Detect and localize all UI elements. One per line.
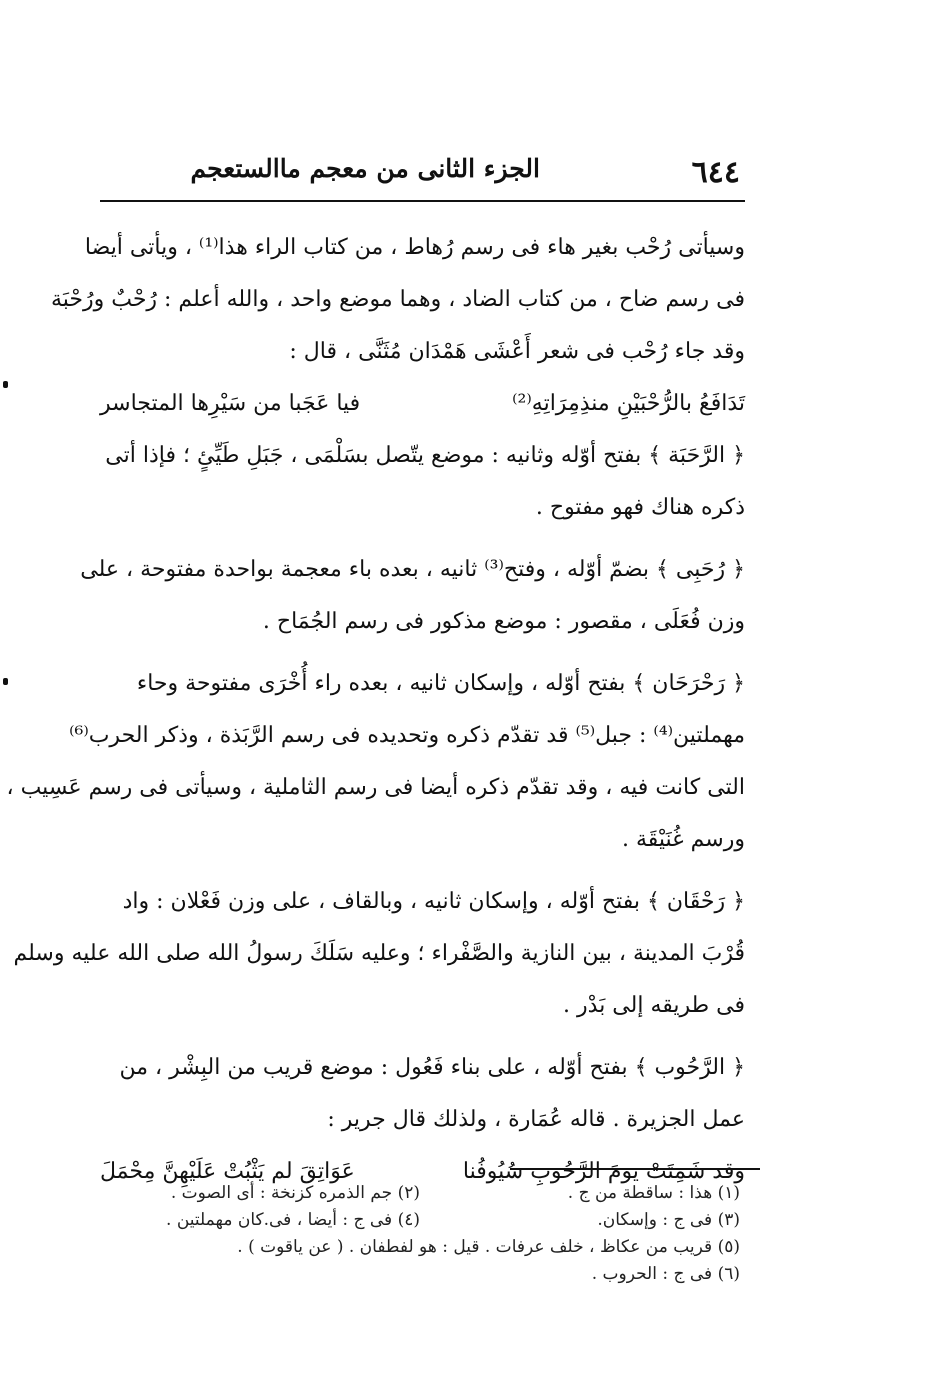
margin-mark [3, 678, 8, 685]
entry-line: عمل الجزيرة . قاله عُمَارة ، ولذلك قال جرير : [327, 1107, 745, 1132]
footnote: (٣) فى ج : وإسكان. [597, 1210, 740, 1230]
dictionary-entry [100, 1042, 745, 1146]
verse-second-hemistich: فيا عَجَبا من سَيْرِها المتجاسر [100, 391, 361, 416]
page-number: ٦٤٤ [691, 154, 740, 190]
footnote: (١) هذا : ساقطة من ج . [567, 1183, 740, 1203]
entry-line: فى طريقه إلى بَدْر . [563, 993, 745, 1018]
text-line: فى رسم ضاح ، من كتاب الضاد ، وهما موضع واحد ، والله أعلم : رُحْبٌ ورُحْبَة [50, 287, 745, 312]
footnotes [100, 1180, 740, 1288]
entry-line: قُرْبَ المدينة ، بين النازية والصَّفْراء ؛ وعليه سَلَكَ رسولُ الله صلى الله عليه وسلم [13, 941, 745, 966]
entry-line: ﴿ رَحْرَحَان ﴾ بفتح أوّله ، وإسكان ثانيه ، بعده راء أُخْرَى مفتوحة وحاء [136, 671, 745, 696]
verse-line [100, 378, 745, 430]
entry-line: ورسم غُنَيْقَة . [621, 827, 745, 852]
main-text [6, 222, 745, 1198]
verse-first-hemistich: وقد شَمِتَتْ يومَ الرَّحُوبِ سُيُوفُنا [462, 1159, 745, 1184]
entry-line: ﴿ رُحَبِى ﴾ بضمّ أوّله ، وفتح⁽³⁾ ثانيه ، بعده باء معجمة بواحدة مفتوحة ، على [80, 557, 745, 582]
entry-line: وزن فُعَلَى ، مقصور : موضع مذكور فى رسم الجُمَاح . [262, 609, 745, 634]
footnote: (٢) جم الذمره كزنخة : أى الصوت . [170, 1183, 420, 1203]
footnote: (٤) فى ج : أيضا ، فى.كان مهملتين . [166, 1210, 420, 1230]
entry-line: ذكره هناك فهو مفتوح . [535, 495, 745, 520]
text-line: وسيأتى رُحْب بغير هاء فى رسم رُهاط ، من كتاب الراء هذا⁽¹⁾ ، ويأتى أيضا [84, 235, 745, 260]
verse-first-hemistich: تَدَافَعُ بالرُّحْبَيْنِ منذِمِرَاتِهِ⁽²⁾ [512, 391, 745, 416]
margin-mark [3, 381, 8, 388]
entry-line: ﴿ الرَّحَبَة ﴾ بفتح أوّله وثانيه : موضع يتّصل بسَلْمَى ، جَبَلِ طَيِّئٍ ؛ فإذا أتى [105, 443, 745, 468]
dictionary-entry [13, 876, 745, 1032]
entry-line: مهملتين⁽⁴⁾ : جبل⁽⁵⁾ قد تقدّم ذكره وتحديده فى رسم الرَّبَذة ، وذكر الحرب⁽⁶⁾ [69, 723, 745, 748]
dictionary-entry [100, 430, 745, 534]
header-rule [100, 200, 745, 202]
entry-line: التى كانت فيه ، وقد تقدّم ذكره أيضا فى رسم الثاملية ، وسيأتى فى رسم عَسِيب ، [6, 775, 745, 800]
footnote-rule [510, 1168, 760, 1170]
entry-line: ﴿ الرَّحُوب ﴾ بفتح أوّله ، على بناء فَعُول : موضع قريب من البِشْر ، من [119, 1055, 745, 1080]
dictionary-entry [6, 658, 745, 866]
dictionary-entry [80, 544, 745, 648]
entry-line: ﴿ رَحْقَان ﴾ بفتح أوّله ، وإسكان ثانيه ، وبالقاف ، على وزن فَعْلان : واد [122, 889, 745, 914]
verse-second-hemistich: عَوَاتِقَ لم يَثْبُتْ عَلَيْهِنَّ مِحْمَلَ [100, 1159, 355, 1184]
text-line: وقد جاء رُحْب فى شعر أَعْشَى هَمْدَان مُثَنَّى ، قال : [289, 339, 745, 364]
page-header [100, 148, 740, 196]
running-title: الجزء الثانى من معجم ماالستعجم [190, 154, 540, 183]
footnote: (٥) قريب من عكاظ ، خلف عرفات . قيل : هو لفطفان . ( عن ياقوت ) . [237, 1237, 740, 1257]
footnote: (٦) فى ج : الحروب . [591, 1264, 740, 1284]
